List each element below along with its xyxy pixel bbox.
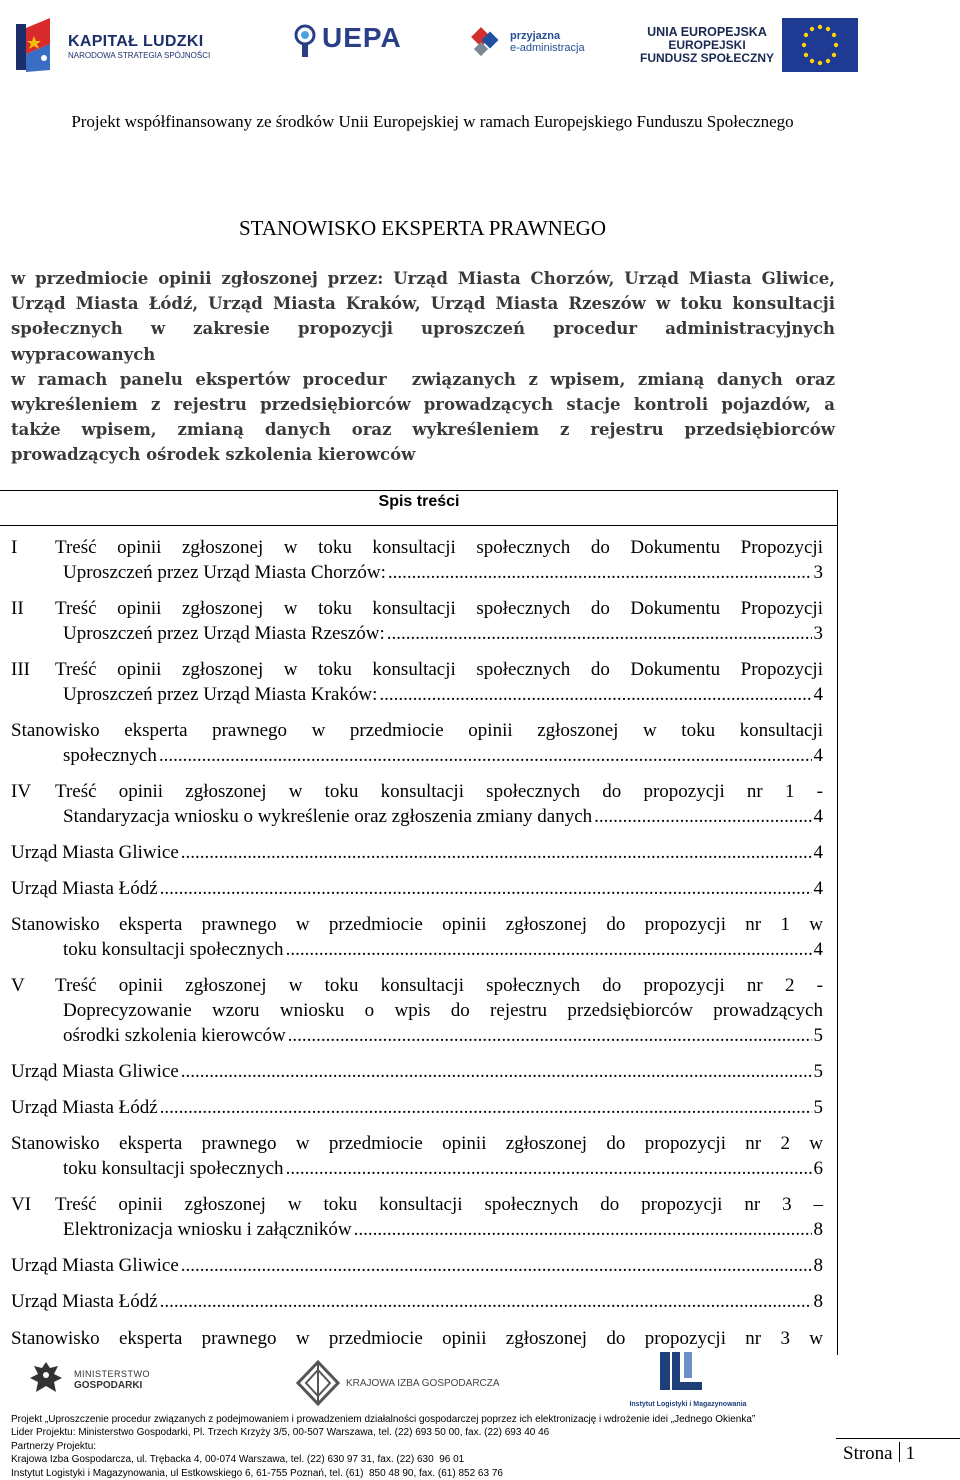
kapital-ludzki-subtitle: NARODOWA STRATEGIA SPÓJNOŚCI bbox=[68, 50, 211, 60]
page-number-rule bbox=[836, 1438, 960, 1439]
przyjazna-e-administracja-logo bbox=[466, 22, 585, 62]
subject-line: wypracowanych bbox=[11, 344, 156, 364]
toc-heading: Spis treści bbox=[0, 490, 838, 526]
toc-entry-text: Elektronizacja wniosku i załączników bbox=[63, 1219, 352, 1240]
toc-entry[interactable] bbox=[11, 1253, 823, 1278]
toc-entry-text: Uproszczeń przez Urząd Miasta Rzeszów: bbox=[63, 623, 385, 644]
toc-entry-page: 4 bbox=[813, 842, 823, 863]
toc-entry-text: Treść opinii zgłoszonej w toku konsultacji społecznych do propozycji nr 3 – bbox=[55, 1194, 823, 1215]
toc-entry-number: I bbox=[11, 537, 18, 558]
footer-text bbox=[11, 1413, 831, 1480]
toc-leader-dots bbox=[160, 1289, 812, 1314]
toc-entry-text: Urząd Miasta Gliwice bbox=[11, 842, 179, 863]
ilim-emblem-icon bbox=[658, 1352, 718, 1396]
subject-line: wykreśleniem z rejestru przedsiębiorców prowadzących stacje kontroli pojazdów, a bbox=[11, 395, 835, 415]
uepa-logo bbox=[292, 22, 402, 60]
ue-line1: UNIA EUROPEJSKA bbox=[647, 24, 767, 39]
toc-entry-page: 8 bbox=[813, 1291, 823, 1312]
toc-entry-page: 4 bbox=[813, 806, 823, 827]
toc-leader-dots bbox=[181, 1253, 812, 1278]
subject-line: w przedmiocie opinii zgłoszonej przez: Urząd Miasta Chorzów, Urząd Miasta Gliwice, bbox=[11, 269, 835, 288]
toc-entry[interactable] bbox=[11, 973, 823, 1048]
toc-leader-dots bbox=[159, 743, 812, 768]
toc-entry-page: 6 bbox=[813, 1158, 823, 1179]
footer-line: Lider Projektu: Ministerstwo Gospodarki, Pl. Trzech Krzyży 3/5, 00-507 Warszawa, tel. (22) 693 50 00, fax. (22) 693 40 46 bbox=[11, 1427, 550, 1439]
ilim-text: Instytut Logistyki i Magazynowania bbox=[629, 1401, 747, 1408]
toc-entry-page: 4 bbox=[813, 878, 823, 899]
toc-entry[interactable] bbox=[11, 1289, 823, 1314]
toc-entry-text: Doprecyzowanie wzoru wniosku o wpis do rejestru przedsiębiorców prowadzących bbox=[63, 1000, 823, 1021]
toc-entry-page: 3 bbox=[813, 623, 823, 644]
toc-entry-text: toku konsultacji społecznych bbox=[63, 1158, 284, 1179]
toc-entry-text: toku konsultacji społecznych bbox=[63, 939, 284, 960]
toc-entry-number: V bbox=[11, 975, 25, 996]
toc-entry[interactable] bbox=[11, 596, 823, 646]
toc-leader-dots bbox=[286, 1156, 812, 1181]
kapital-ludzki-logo bbox=[14, 14, 210, 74]
toc-leader-dots bbox=[286, 937, 812, 962]
page-number-value: 1 bbox=[905, 1443, 916, 1464]
toc-leader-dots bbox=[387, 621, 812, 646]
toc-entry-text: Stanowisko eksperta prawnego w przedmiocie opinii zgłoszonej do propozycji nr 3 w bbox=[11, 1328, 823, 1349]
kapital-ludzki-title: KAPITAŁ LUDZKI bbox=[68, 32, 204, 50]
project-cofinancing-line: Projekt współfinansowany ze środków Unii Europejskiej w ramach Europejskiego Funduszu Społecznego bbox=[71, 112, 794, 131]
unia-europejska-logo bbox=[640, 18, 858, 72]
page-label: Strona bbox=[843, 1443, 893, 1464]
toc-entry-number: VI bbox=[11, 1194, 32, 1215]
toc-leader-dots bbox=[288, 1023, 812, 1048]
przyjazna-line1: przyjazna bbox=[510, 30, 561, 42]
ministerstwo-line1: MINISTERSTWO bbox=[74, 1369, 150, 1379]
toc-entry-text: ośrodki szkolenia kierowców bbox=[63, 1025, 286, 1046]
krajowa-izba-gospodarcza-logo bbox=[296, 1360, 500, 1406]
toc-entry-page: 4 bbox=[813, 745, 823, 766]
toc-entry[interactable] bbox=[11, 1326, 823, 1351]
footer-line: Projekt „Uproszczenie procedur związanych z podejmowaniem i prowadzeniem działalności gospodarczej poprzez ich elektronizację i wdrożenie idei „Jednego Okienka” bbox=[11, 1414, 756, 1425]
toc-entry[interactable] bbox=[11, 1192, 823, 1242]
toc-entry-page: 3 bbox=[813, 562, 823, 583]
toc-entry-text: Urząd Miasta Łódź bbox=[11, 1097, 158, 1118]
subject-line: także wpisem, zmianą danych oraz wykreśleniem z rejestru przedsiębiorców bbox=[11, 420, 835, 440]
toc-entry[interactable] bbox=[11, 1095, 823, 1120]
uepa-title: UEPA bbox=[322, 22, 402, 53]
toc-leader-dots bbox=[379, 682, 811, 707]
e-administracja-emblem-icon bbox=[466, 22, 506, 62]
toc-entry-text: Uproszczeń przez Urząd Miasta Kraków: bbox=[63, 684, 378, 705]
toc-entry-page: 5 bbox=[813, 1061, 823, 1082]
toc-entry-number: III bbox=[11, 659, 30, 680]
toc-entry-text: Urząd Miasta Łódź bbox=[11, 1291, 158, 1312]
toc-entry-text: Treść opinii zgłoszonej w toku konsultacji społecznych do Dokumentu Propozycji bbox=[55, 537, 823, 558]
toc-entry[interactable] bbox=[11, 779, 823, 829]
toc-entry-text: Urząd Miasta Gliwice bbox=[11, 1255, 179, 1276]
toc-entry-text: Treść opinii zgłoszonej w toku konsultacji społecznych do propozycji nr 2 - bbox=[55, 975, 823, 996]
subject-line: w ramach panelu ekspertów procedur związanych z wpisem, zmianą danych oraz bbox=[11, 369, 835, 389]
toc-leader-dots bbox=[388, 560, 812, 585]
toc-entry-text: Treść opinii zgłoszonej w toku konsultacji społecznych do Dokumentu Propozycji bbox=[55, 598, 823, 619]
toc-entry[interactable] bbox=[11, 718, 823, 768]
toc-leader-dots bbox=[181, 1059, 812, 1084]
toc-entry-number: IV bbox=[11, 781, 32, 802]
toc-entry-text: Stanowisko eksperta prawnego w przedmiocie opinii zgłoszonej do propozycji nr 1 w bbox=[11, 914, 823, 935]
ministerstwo-line2: GOSPODARKI bbox=[74, 1380, 143, 1391]
toc-entry[interactable] bbox=[11, 535, 823, 585]
toc-leader-dots bbox=[354, 1217, 812, 1242]
toc-leader-dots bbox=[181, 840, 812, 865]
kig-emblem-icon bbox=[296, 1360, 340, 1406]
toc-entry[interactable] bbox=[11, 657, 823, 707]
toc-entry[interactable] bbox=[11, 912, 823, 962]
toc-entry[interactable] bbox=[11, 840, 823, 865]
document-title: STANOWISKO EKSPERTA PRAWNEGO bbox=[238, 216, 607, 240]
toc-entry-text: Stanowisko eksperta prawnego w przedmiocie opinii zgłoszonej w toku konsultacji bbox=[11, 720, 823, 741]
toc-entry-page: 5 bbox=[813, 1097, 823, 1118]
footer-logos bbox=[0, 1352, 960, 1412]
toc-entry-text: społecznych bbox=[63, 745, 157, 766]
toc-entry-text: Stanowisko eksperta prawnego w przedmiocie opinii zgłoszonej do propozycji nr 2 w bbox=[11, 1133, 823, 1154]
footer-line: Partnerzy Projektu: bbox=[11, 1440, 97, 1452]
eagle-emblem-icon bbox=[24, 1358, 68, 1402]
toc-entry-text: Urząd Miasta Gliwice bbox=[11, 1061, 179, 1082]
subject-line: społecznych w zakresie propozycji uproszczeń procedur administracyjnych bbox=[11, 319, 835, 339]
page-number bbox=[843, 1442, 915, 1465]
przyjazna-line2: e-administracja bbox=[510, 42, 585, 54]
toc-entry-text: Treść opinii zgłoszonej w toku konsultacji społecznych do propozycji nr 1 - bbox=[55, 781, 823, 802]
toc-entry-text: Treść opinii zgłoszonej w toku konsultacji społecznych do Dokumentu Propozycji bbox=[55, 659, 823, 680]
toc-entry-text: Uproszczeń przez Urząd Miasta Chorzów: bbox=[63, 562, 386, 583]
ue-line3: FUNDUSZ SPOŁECZNY bbox=[640, 50, 775, 65]
toc-entry-page: 8 bbox=[813, 1219, 823, 1240]
uepa-emblem-icon bbox=[292, 23, 318, 59]
ilim-logo bbox=[618, 1352, 758, 1408]
document-subject bbox=[11, 266, 835, 468]
ue-line2: EUROPEJSKI bbox=[668, 37, 746, 52]
toc-entry-page: 5 bbox=[813, 1025, 823, 1046]
toc-entry-text: Standaryzacja wniosku o wykreślenie oraz zgłoszenia zmiany danych bbox=[63, 806, 593, 827]
kig-text: KRAJOWA IZBA GOSPODARCZA bbox=[346, 1377, 500, 1389]
eu-flag-icon bbox=[782, 18, 858, 72]
toc-entry[interactable] bbox=[11, 1131, 823, 1181]
toc-leader-dots bbox=[160, 876, 812, 901]
uepa-subtitle bbox=[322, 54, 402, 60]
toc-entry[interactable] bbox=[11, 876, 823, 901]
toc-entry-page: 8 bbox=[813, 1255, 823, 1276]
footer-line: Instytut Logistyki i Magazynowania, ul Estkowskiego 6, 61-755 Poznań, tel. (61) 850 48 90, fax. (61) 852 63 76 bbox=[11, 1467, 503, 1479]
toc-leader-dots bbox=[160, 1095, 812, 1120]
kapital-ludzki-emblem-icon bbox=[14, 14, 50, 74]
toc-entry-text: Urząd Miasta Łódź bbox=[11, 878, 158, 899]
footer-line: Krajowa Izba Gospodarcza, ul. Trębacka 4, 00-074 Warszawa, tel. (22) 630 97 31, fax. (22) 630 96 01 bbox=[11, 1454, 465, 1466]
toc-entry-page: 4 bbox=[813, 684, 823, 705]
subject-line: prowadzących ośrodek szkolenia kierowców bbox=[11, 445, 416, 465]
subject-line: Urząd Miasta Łódź, Urząd Miasta Kraków, Urząd Miasta Rzeszów w toku konsultacji bbox=[11, 294, 835, 314]
toc-entry[interactable] bbox=[11, 1059, 823, 1084]
toc-entry-page: 4 bbox=[813, 939, 823, 960]
toc-entry-number: II bbox=[11, 598, 24, 619]
page-separator bbox=[899, 1442, 900, 1462]
toc-leader-dots bbox=[594, 804, 811, 829]
ministerstwo-gospodarki-logo bbox=[24, 1358, 150, 1402]
